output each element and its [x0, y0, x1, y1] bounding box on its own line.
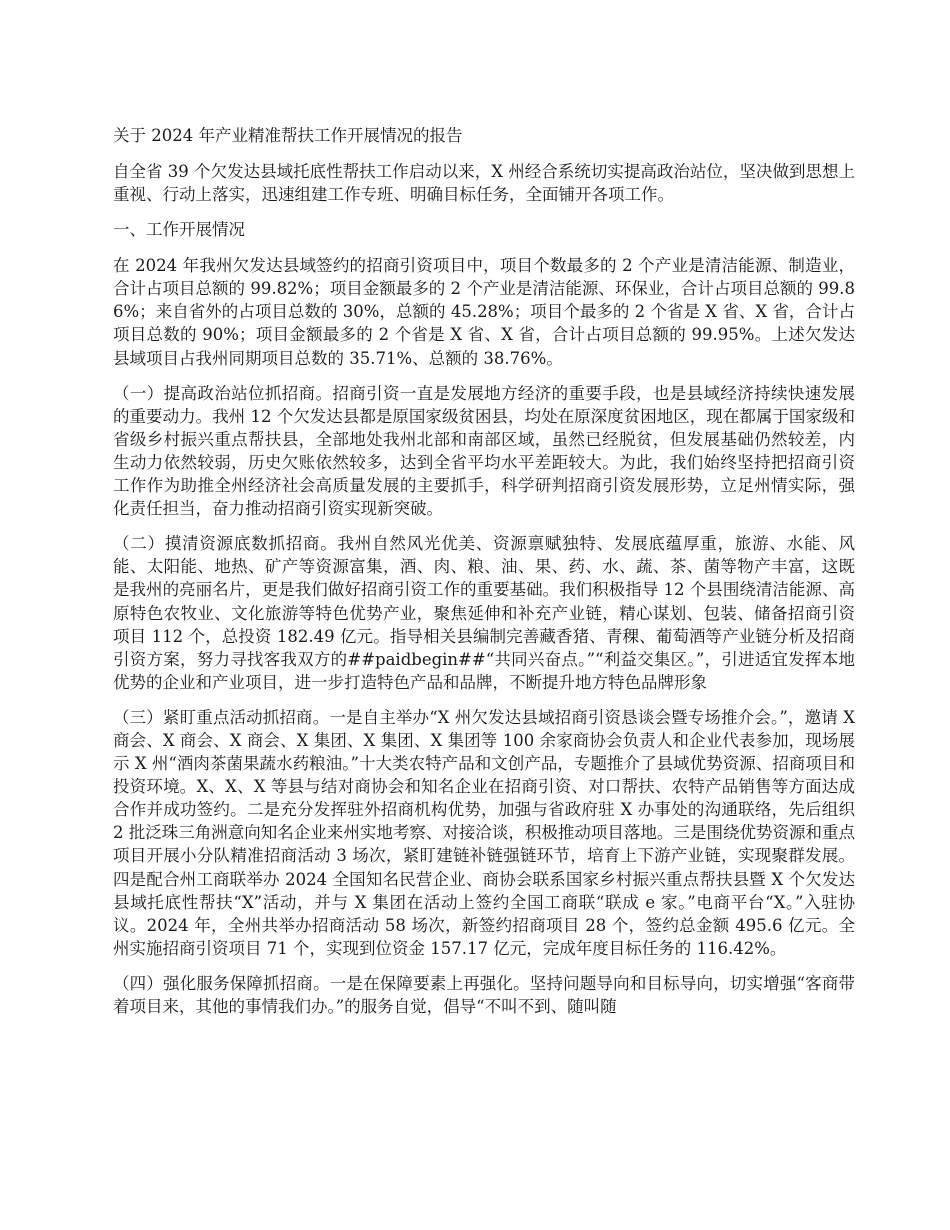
overview-paragraph: 在 2024 年我州欠发达县域签约的招商引资项目中，项目个数最多的 2 个产业是清洁能源、制造业，合计占项目总额的 99.82%；项目金额最多的 2 个产业是清洁能源、环保业，合计占项目总额的 99.86%；来自省外的占项目总数的 30%，总额的 45.28%；项目个最多的 2 个省是 X 省、X 省，合计占项目总数的 90%；项目金额最多的 2 个省是 X 省、X 省，合计占项目总额的 99.95%。上述欠发达县域项目占我州同期项目总数的 35.71%、总额的 38.76%。 [113, 256, 855, 368]
item-resource-survey-paragraph: （二）摸清资源底数抓招商。我州自然风光优美、资源禀赋独特、发展底蕴厚重，旅游、水能、风能、太阳能、地热、矿产等资源富集，酒、肉、粮、油、果、药、水、蔬、茶、菌等物产丰富，这既是我州的亮丽名片，更是我们做好招商引资工作的重要基础。我们积极指导 12 个县围绕清洁能源、高原特色农牧业、文化旅游等特色优势产业，聚焦延伸和补充产业链，精心谋划、包装、储备招商引资项目 112 个，总投资 182.49 亿元。指导相关县编制完善藏香猪、青稞、葡萄酒等产业链分析及招商引资方案，努力寻找客我双方的##paidbegin##“共同兴奋点。”“利益交集区。”，引进适宜发挥本地优势的企业和产业项目，进一步打造特色产品和品牌，不断提升地方特色品牌形象 [113, 534, 855, 692]
document-title: 关于 2024 年产业精准帮扶工作开展情况的报告 [113, 126, 463, 145]
section-heading-work-status: 一、工作开展情况 [113, 220, 245, 240]
item-service-guarantee-paragraph: （四）强化服务保障抓招商。一是在保障要素上再强化。坚持问题导向和目标导向，切实增强“客商带着项目来，其他的事情我们办。”的服务自觉，倡导“不叫不到、随叫随 [113, 973, 855, 1016]
document-page [113, 124, 855, 1030]
item-political-stance-paragraph: （一）提高政治站位抓招商。招商引资一直是发展地方经济的重要手段，也是县域经济持续快速发展的重要动力。我州 12 个欠发达县都是原国家级贫困县，均处在原深度贫困地区，现在都属于国家级和省级乡村振兴重点帮扶县，全部地处我州北部和南部区域，虽然已经脱贫，但发展基础仍然较差，内生动力依然较弱，历史欠账依然较多，达到全省平均水平差距较大。为此，我们始终坚持把招商引资工作作为助推全州经济社会高质量发展的主要抓手，科学研判招商引资发展形势，立足州情实际，强化责任担当，奋力推动招商引资实现新突破。 [113, 383, 855, 519]
item-key-activities-paragraph: （三）紧盯重点活动抓招商。一是自主举办“X 州欠发达县域招商引资恳谈会暨专场推介会。”，邀请 X 商会、X 商会、X 商会、X 集团、X 集团、X 集团等 100 余家商协会负责人和企业代表参加，现场展示 X 州“酒肉茶菌果蔬水药粮油。”十大类农特产品和文创产品，专题推介了县域优势资源、招商项目和投资环境。X、X、X 等县与结对商协会和知名企业在招商引资、对口帮扶、农特产品销售等方面达成合作并成功签约。二是充分发挥驻外招商机构优势，加强与省政府驻 X 办事处的沟通联络，先后组织 2 批泛珠三角洲意向知名企业来州实地考察、对接洽谈，积极推动项目落地。三是围绕优势资源和重点项目开展小分队精准招商活动 3 场次，紧盯建链补链强链环节，培育上下游产业链，实现聚群发展。四是配合州工商联举办 2024 全国知名民营企业、商协会联系国家乡村振兴重点帮扶县暨 X 个欠发达县域托底性帮扶“X”活动，并与 X 集团在活动上签约全国工商联“联成 e 家。”电商平台“X。”入驻协议。2024 年，全州共举办招商活动 58 场次，新签约招商项目 28 个，签约总金额 495.6 亿元。全州实施招商引资项目 71 个，实现到位资金 157.17 亿元，完成年度目标任务的 116.42%。 [113, 707, 855, 958]
intro-paragraph: 自全省 39 个欠发达县域托底性帮扶工作启动以来，X 州经合系统切实提高政治站位，坚决做到思想上重视、行动上落实，迅速组建工作专班、明确目标任务，全面铺开各项工作。 [113, 162, 855, 205]
